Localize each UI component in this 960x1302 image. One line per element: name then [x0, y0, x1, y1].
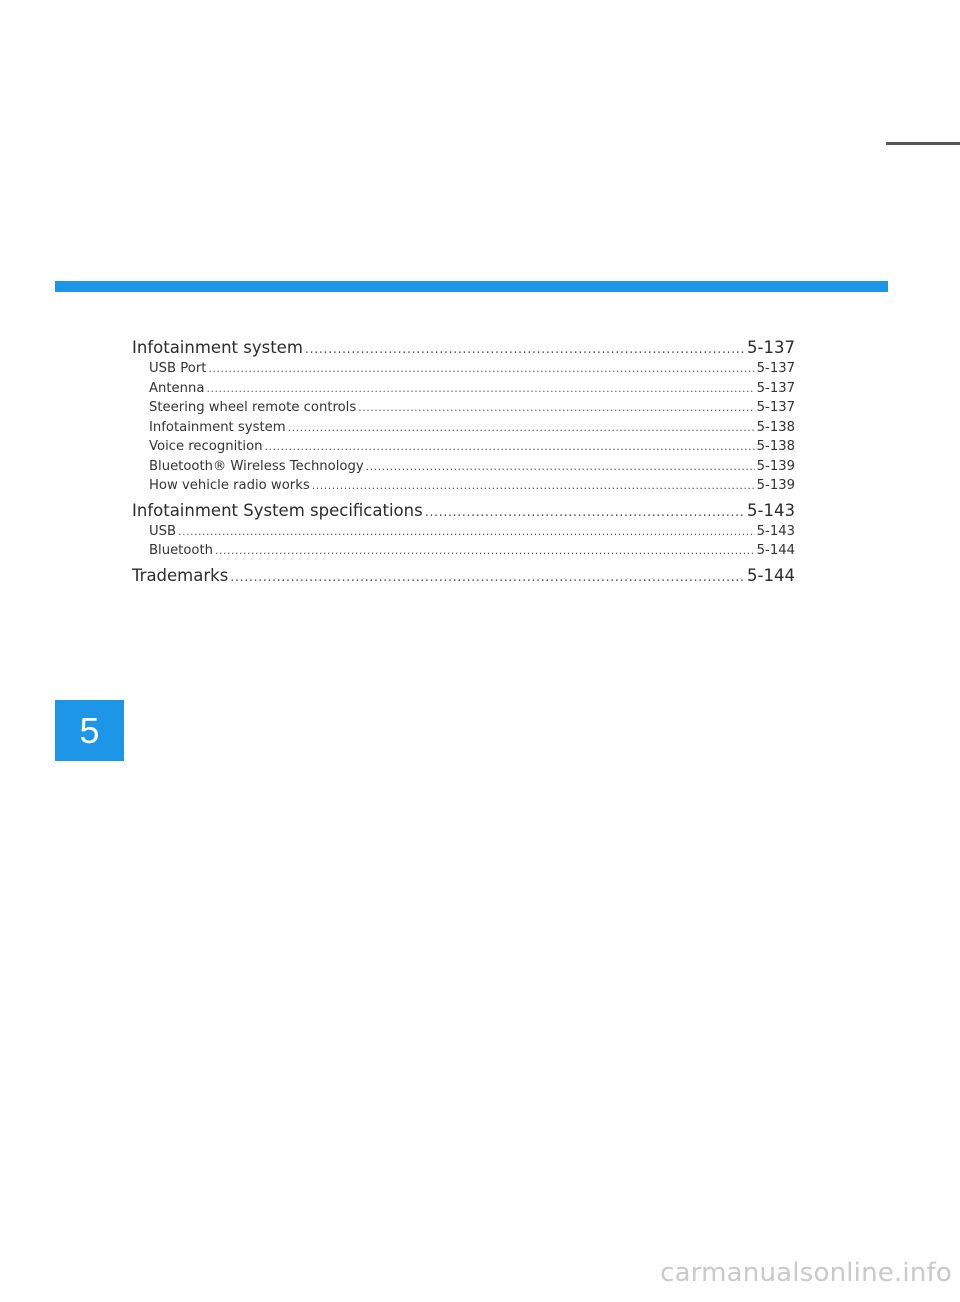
toc-item-bluetooth[interactable]: [132, 541, 795, 561]
toc-item-steering-wheel-remote-controls[interactable]: [132, 398, 795, 418]
toc-section-title: Infotainment system: [132, 338, 303, 357]
toc-page-number: 5-144: [756, 543, 795, 558]
toc-item-bluetooth-wireless-technology[interactable]: [132, 457, 795, 477]
toc-item-usb-port[interactable]: [132, 359, 795, 379]
toc-section-trademarks[interactable]: [132, 565, 795, 587]
toc-item-title: Voice recognition: [149, 439, 263, 454]
toc-page-number: 5-143: [756, 523, 795, 539]
toc-page-number: 5-137: [756, 380, 795, 396]
toc-item-usb[interactable]: [132, 522, 795, 542]
dot-leader: [366, 457, 755, 477]
dot-leader: [312, 476, 755, 496]
chapter-number-tab: 5: [55, 700, 124, 761]
table-of-contents: [132, 337, 795, 587]
corner-rule: [886, 142, 960, 145]
toc-section-infotainment-system[interactable]: [132, 337, 795, 359]
toc-item-title: Antenna: [149, 380, 205, 396]
toc-item-title: USB: [149, 523, 177, 539]
watermark-text: carmanualsonline.info: [660, 1258, 952, 1288]
toc-page-number: 5-137: [756, 361, 795, 376]
dot-leader: [230, 567, 745, 587]
toc-page-number: 5-144: [747, 565, 795, 585]
toc-section-title: Trademarks: [132, 565, 229, 585]
dot-leader: [305, 339, 745, 359]
toc-page-number: 5-138: [756, 439, 795, 454]
toc-item-title: Bluetooth® Wireless Technology: [149, 458, 364, 474]
toc-page-number: 5-139: [756, 478, 795, 493]
toc-item-title: How vehicle radio works: [149, 478, 310, 493]
dot-leader: [208, 359, 754, 379]
toc-item-antenna[interactable]: [132, 379, 795, 399]
toc-item-voice-recognition[interactable]: [132, 437, 795, 457]
toc-page-number: 5-137: [756, 400, 795, 415]
toc-section-title: Infotainment System specifications: [132, 500, 423, 520]
toc-section-infotainment-system-specifications[interactable]: [132, 500, 795, 522]
dot-leader: [358, 398, 754, 418]
dot-leader: [178, 522, 755, 542]
toc-page-number: 5-137: [747, 338, 795, 357]
dot-leader: [288, 418, 755, 438]
toc-item-title: Bluetooth: [149, 543, 214, 558]
toc-page-number: 5-139: [756, 458, 795, 474]
header-color-bar: [55, 281, 888, 292]
dot-leader: [265, 437, 755, 457]
dot-leader: [206, 379, 754, 399]
dot-leader: [425, 502, 745, 522]
toc-item-infotainment-system[interactable]: [132, 418, 795, 438]
toc-item-title: USB Port: [149, 361, 207, 376]
toc-item-how-vehicle-radio-works[interactable]: [132, 476, 795, 496]
toc-item-title: Steering wheel remote controls: [149, 400, 357, 415]
toc-page-number: 5-143: [747, 500, 795, 520]
dot-leader: [215, 541, 755, 561]
toc-page-number: 5-138: [756, 419, 795, 435]
toc-item-title: Infotainment system: [149, 419, 286, 435]
